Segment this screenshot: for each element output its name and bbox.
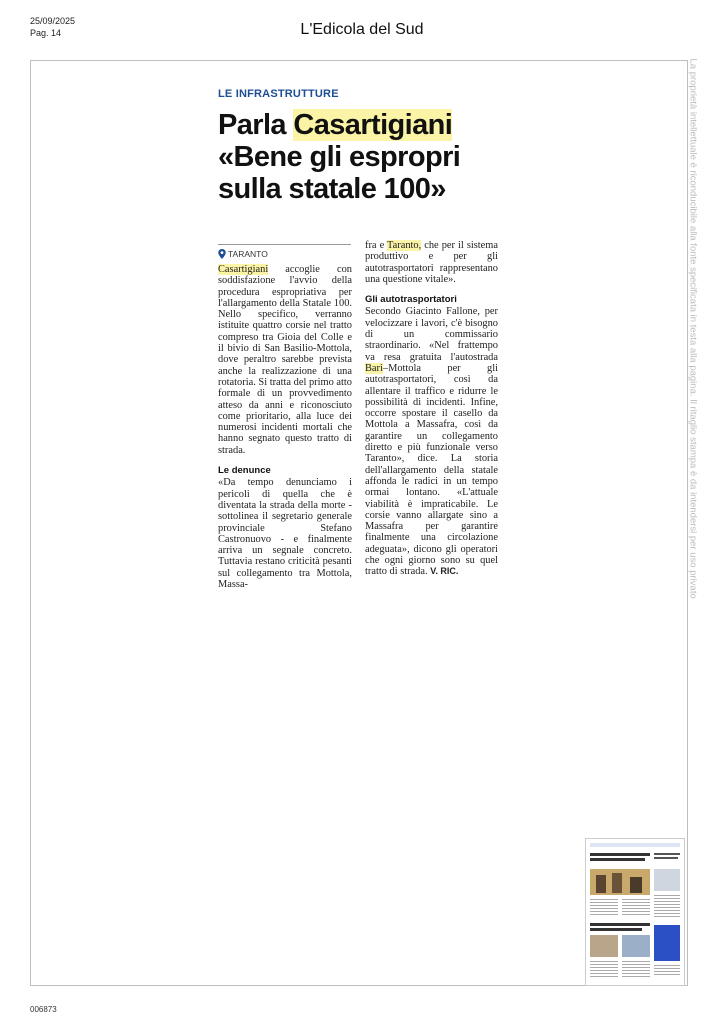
subheading-autotrasportatori: Gli autotrasportatori [365, 294, 457, 306]
subheading-denunce: Le denunce [218, 465, 271, 477]
article-column-2 [365, 240, 498, 578]
city-highlight: Taranto, [387, 240, 422, 251]
dateline [218, 249, 268, 259]
publication-title: L'Edicola del Sud [300, 21, 424, 38]
bari-highlight: Bari [365, 362, 383, 374]
thumbnail-graphic [586, 839, 684, 985]
headline-part1: Parla [218, 109, 294, 141]
paragraph-2: «Da tempo denunciamo i pericoli di quella che è diventata la strada della morte - sottolinea il segretario generale provinciale Stefano Castronuovo - e finalmente arriva un segnale concreto. Tuttavia restano criticità pesanti sul collegamento tra Mottola, Massa- [218, 477, 352, 591]
paragraph-3-start: fra e [365, 240, 388, 251]
headline-highlight: Casartigiani [293, 109, 453, 141]
paragraph-4: –Mottola per gli autotrasportatori, così da allentare il traffico e ridurre le possibilità di incidenti. Infine, occorre spostare il casello da Mottola a Massafra, così da garantire un collegamento diretto e più funzionale verso Taranto», dice. La storia dell'allargamento della statale affonda le radici in un tempo ormai lontano. «L'attuale viabilità è impraticabile. Le corsie vanno allargate sino a Massafra per garantire finalmente una circolazione adeguata», dicono gli operatori che ogni giorno sono su quel tratto di strada. [365, 362, 498, 578]
article-headline [218, 109, 518, 205]
copyright-note [686, 60, 700, 620]
article-kicker: LE INFRASTRUTTURE [218, 88, 339, 100]
paragraph-4-start: Secondo Giacinto Fallone, per velocizzare i lavori, c'è bisogno di un commissario straordinario. «Nel frattempo va resa gratuita l'autostrada [365, 306, 498, 363]
article-column-1 [218, 264, 352, 590]
copyright-text: La proprietà intellettuale è riconducibile alla fonte specificata in testa alla pagina. Il ritaglio stampa è da intendersi per uso privato [687, 58, 699, 599]
dateline-text: TARANTO [228, 249, 268, 259]
document-code: 006873 [30, 1005, 57, 1014]
page-number: Pag. 14 [30, 28, 62, 38]
author-signature: V. RIC. [430, 566, 459, 577]
org-highlight: Casartigiani [218, 264, 269, 275]
date-text: 25/09/2025 [30, 16, 76, 26]
column-rule [218, 244, 351, 245]
page-thumbnail [585, 838, 685, 986]
headline-part2: «Bene gli espropri sulla statale 100» [218, 141, 461, 205]
paragraph-1: accoglie con soddisfazione l'avvio della procedura espropriativa per l'allargamento della Statale 100. Nello specifico, verranno istituite quattro corsie nel tratto compreso tra Gioia del Colle e il bivio di San Basilio-Mottola, dove peraltro sarebbe prevista anche la realizzazione di una rotatoria. Si tratta del primo atto formale di un provvedimento atteso da anni e riconosciuto come prioritario, alla luce dei numerosi incidenti mortali che hanno segnato questo tratto di strada. [218, 264, 352, 456]
location-pin-icon [218, 249, 226, 259]
paragraph-3: che per il sistema produttivo e per gli autotrasportatori rappresentano una questione vitale». [365, 240, 498, 285]
